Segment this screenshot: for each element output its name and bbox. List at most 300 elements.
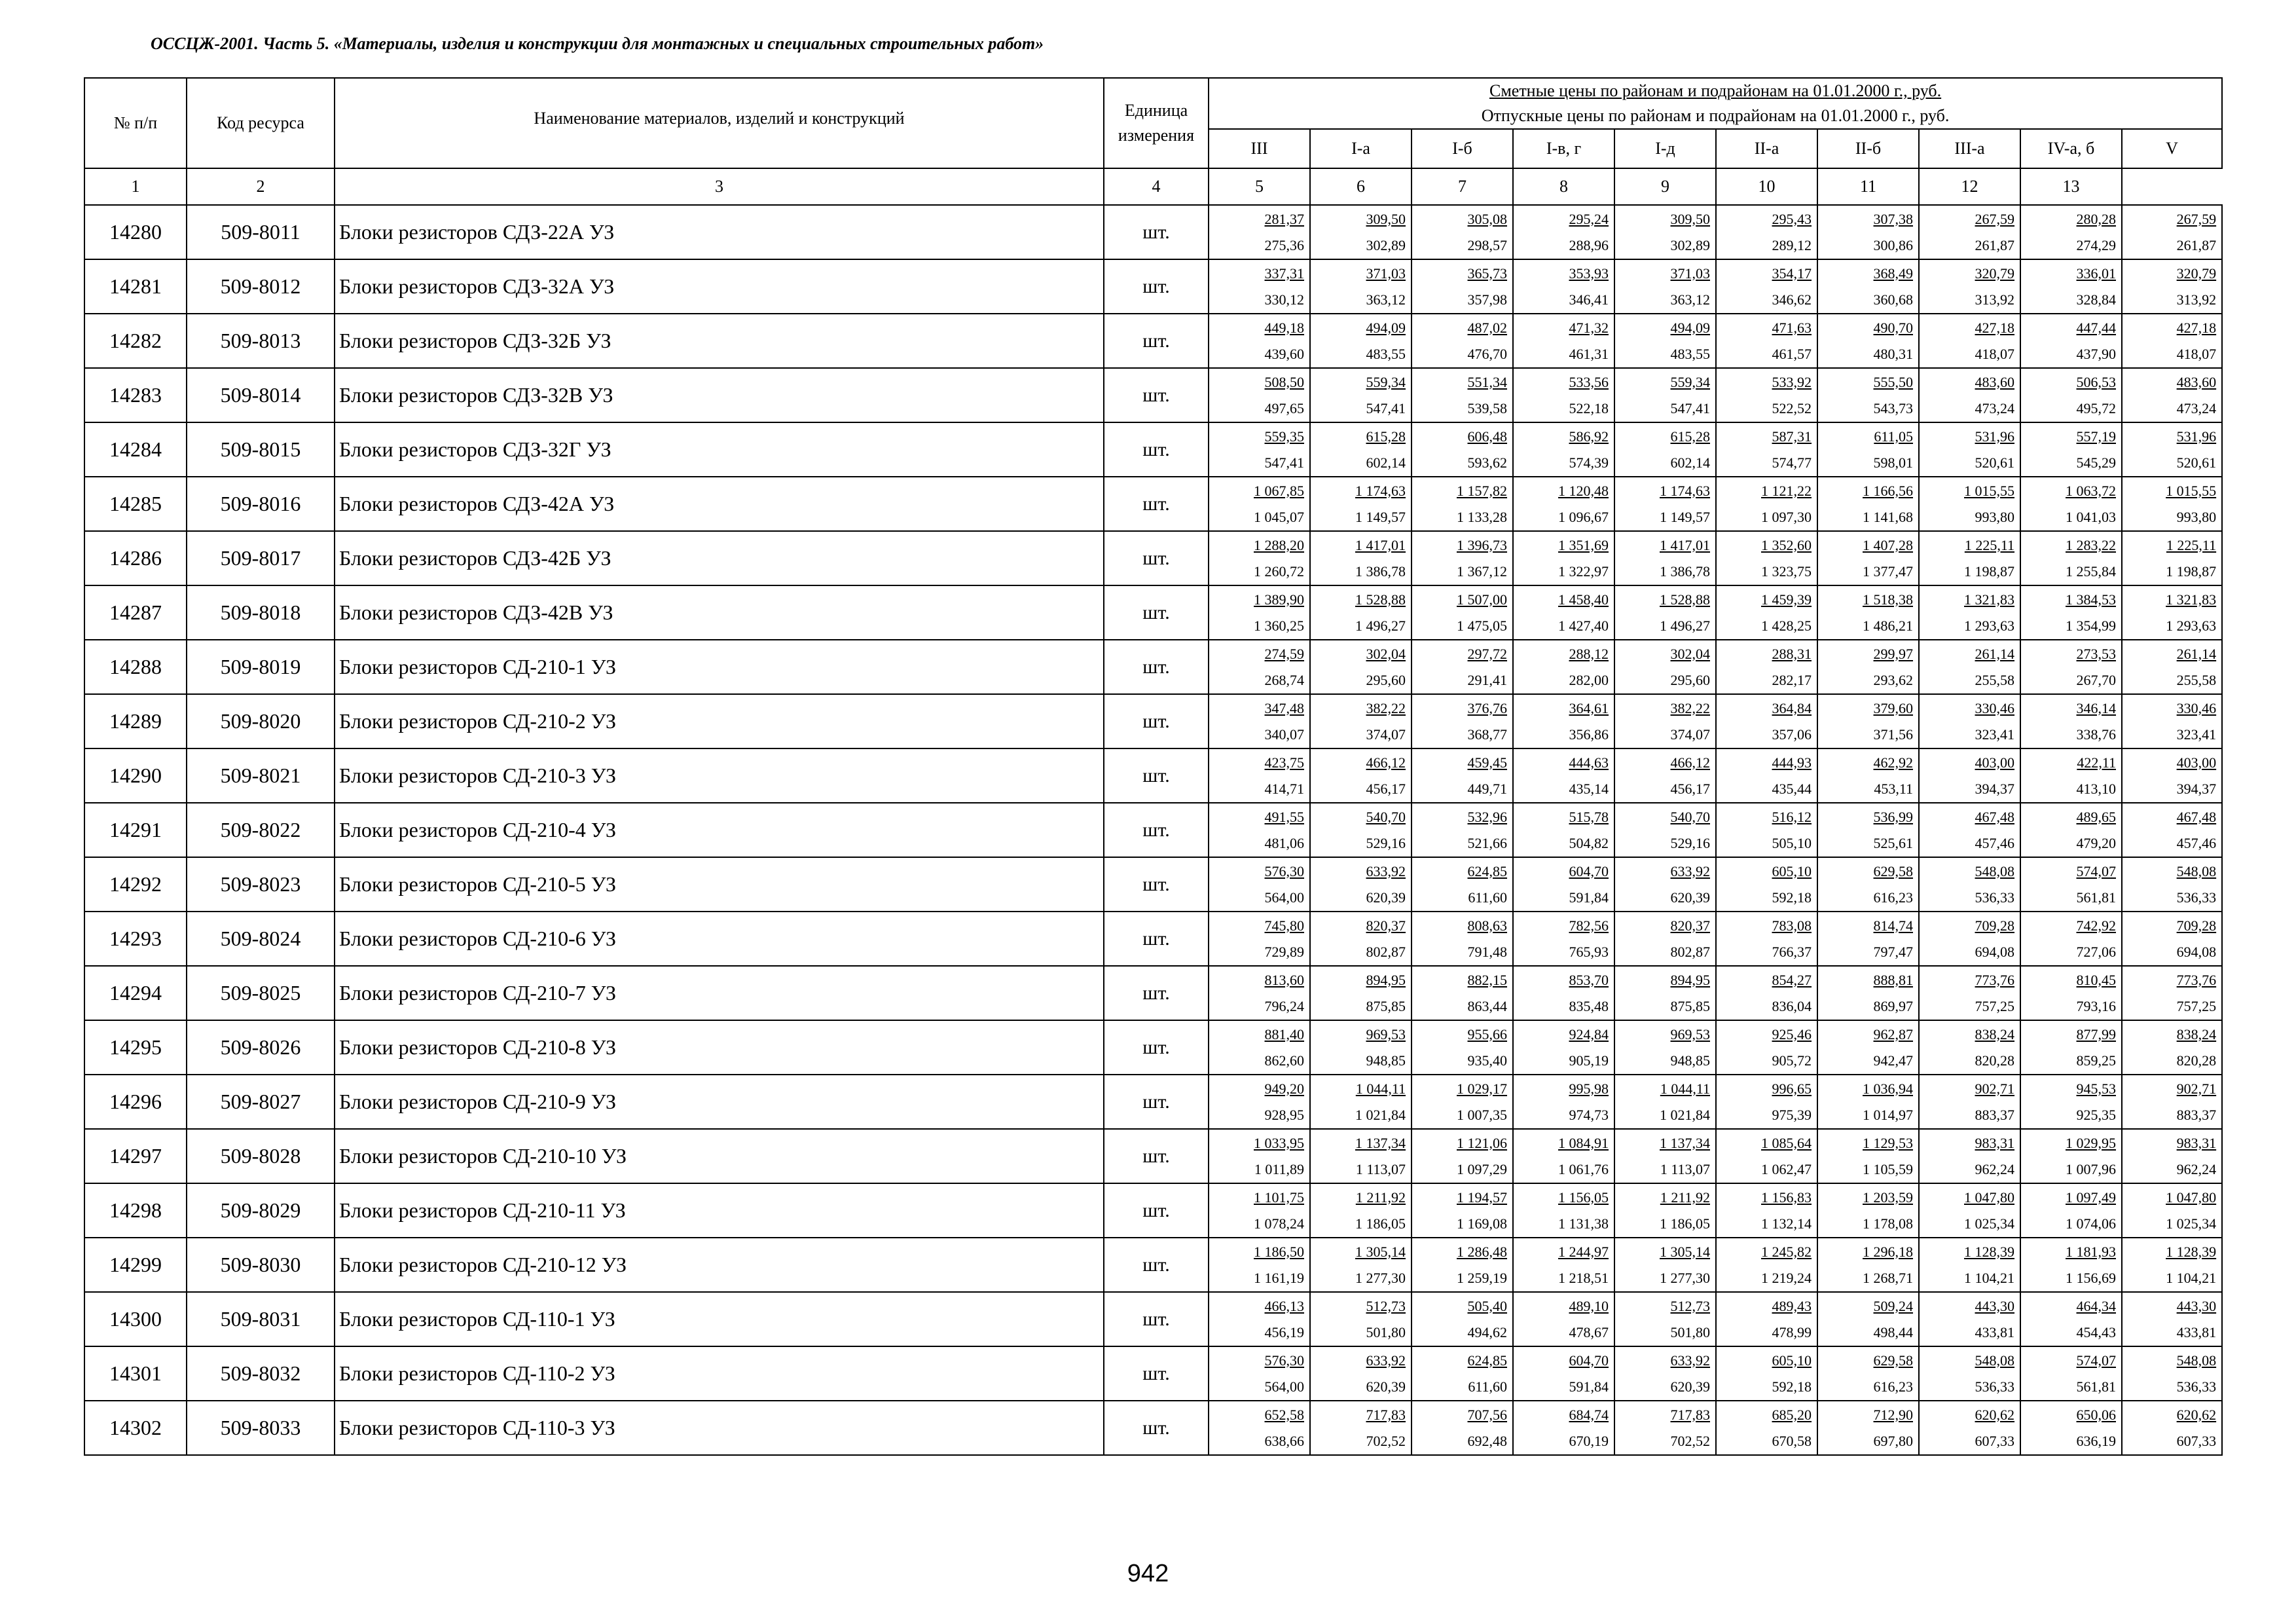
release-price: 494,62 (1467, 1323, 1507, 1340)
row-number: 14301 (84, 1346, 187, 1401)
price-cell (1614, 640, 1716, 694)
price-cell (2020, 694, 2122, 748)
release-price: 1 021,84 (1660, 1106, 1710, 1123)
release-price: 1 178,08 (1863, 1215, 1913, 1232)
estimated-price: 447,44 (2076, 319, 2116, 336)
release-price: 288,96 (1569, 236, 1609, 253)
price-cell (1614, 1292, 1716, 1346)
resource-code: 509-8031 (187, 1292, 335, 1346)
estimated-price: 773,76 (1975, 971, 2014, 988)
release-price: 478,99 (1772, 1323, 1812, 1340)
table-row (84, 1238, 2222, 1292)
price-cell (1614, 694, 1716, 748)
price-cell (1310, 748, 1412, 803)
table-row (84, 966, 2222, 1020)
estimated-price: 1 036,94 (1863, 1080, 1913, 1097)
release-price: 1 104,21 (1964, 1269, 2014, 1286)
resource-code: 509-8023 (187, 857, 335, 912)
price-cell (1513, 1129, 1614, 1183)
estimated-price: 1 120,48 (1558, 482, 1609, 499)
estimated-price: 288,31 (1772, 645, 1812, 662)
price-cell (1817, 531, 1919, 585)
estimated-price: 364,84 (1772, 699, 1812, 716)
estimated-price: 1 396,73 (1457, 536, 1507, 553)
price-cell (2122, 422, 2222, 477)
price-cell (1513, 1346, 1614, 1401)
price-cell (2122, 477, 2222, 531)
estimated-price: 295,24 (1569, 210, 1609, 227)
price-cell (2122, 1292, 2222, 1346)
price-cell (1209, 912, 1310, 966)
estimated-price: 620,62 (2176, 1406, 2217, 1423)
price-cell (1614, 477, 1716, 531)
price-cell (2122, 205, 2222, 259)
row-number: 14293 (84, 912, 187, 966)
estimated-price: 337,31 (1264, 265, 1304, 282)
release-price: 1 041,03 (2066, 508, 2116, 525)
table-row (84, 259, 2222, 314)
price-cell (1310, 422, 1412, 477)
row-number: 14286 (84, 531, 187, 585)
price-cell (1716, 857, 1817, 912)
price-cell (1412, 585, 1513, 640)
price-cell (1919, 857, 2020, 912)
price-cell (2122, 1075, 2222, 1129)
price-cell (1310, 1075, 1412, 1129)
price-cell (1209, 477, 1310, 531)
estimated-price: 955,66 (1467, 1025, 1507, 1043)
price-cell (1513, 205, 1614, 259)
price-cell (1817, 205, 1919, 259)
price-cell (1209, 694, 1310, 748)
release-price: 457,46 (2176, 834, 2217, 851)
price-cell (1716, 1075, 1817, 1129)
estimated-price: 559,35 (1264, 428, 1304, 445)
release-price: 1 277,30 (1660, 1269, 1710, 1286)
estimated-price: 712,90 (1873, 1406, 1913, 1423)
price-cell (2020, 912, 2122, 966)
release-price: 439,60 (1264, 345, 1304, 362)
resource-code: 509-8027 (187, 1075, 335, 1129)
estimated-price: 467,48 (2176, 808, 2217, 825)
release-price: 766,37 (1772, 943, 1812, 960)
estimated-price: 1 518,38 (1863, 591, 1913, 608)
estimated-price: 576,30 (1264, 862, 1304, 879)
estimated-price: 782,56 (1569, 917, 1609, 934)
release-price: 1 007,35 (1457, 1106, 1507, 1123)
price-cell (1919, 531, 2020, 585)
col-header-name: Наименование материалов, изделий и конструкций (335, 78, 1104, 168)
region-header: III-а (1919, 129, 2020, 168)
release-price: 360,68 (1873, 291, 1913, 308)
estimated-price: 531,96 (1975, 428, 2014, 445)
price-cell (1209, 1238, 1310, 1292)
estimated-price: 540,70 (1670, 808, 1710, 825)
price-cell (2122, 966, 2222, 1020)
release-price: 521,66 (1467, 834, 1507, 851)
price-cell (2020, 640, 2122, 694)
release-price: 1 259,19 (1457, 1269, 1507, 1286)
price-cell (1614, 205, 1716, 259)
estimated-price: 1 305,14 (1660, 1243, 1710, 1260)
price-cell (1716, 694, 1817, 748)
estimated-price: 490,70 (1873, 319, 1913, 336)
row-number: 14302 (84, 1401, 187, 1455)
estimated-price: 1 033,95 (1254, 1134, 1304, 1151)
release-price: 862,60 (1264, 1052, 1304, 1069)
estimated-price: 1 181,93 (2066, 1243, 2116, 1260)
estimated-price: 877,99 (2076, 1025, 2116, 1043)
table-row (84, 1183, 2222, 1238)
price-cell (1513, 1075, 1614, 1129)
estimated-price: 320,79 (1975, 265, 2014, 282)
item-name: Блоки резисторов СДЗ-42А УЗ (335, 477, 1104, 531)
estimated-price: 548,08 (1975, 1352, 2014, 1369)
price-cell (1310, 640, 1412, 694)
estimated-price: 379,60 (1873, 699, 1913, 716)
release-price: 291,41 (1467, 671, 1507, 688)
estimated-price: 925,46 (1772, 1025, 1812, 1043)
release-price: 454,43 (2076, 1323, 2116, 1340)
table-row (84, 314, 2222, 368)
estimated-price: 783,08 (1772, 917, 1812, 934)
release-price: 473,24 (1975, 399, 2014, 416)
unit: шт. (1104, 966, 1209, 1020)
price-cell (1817, 422, 1919, 477)
release-price: 638,66 (1264, 1432, 1304, 1449)
estimated-price: 515,78 (1569, 808, 1609, 825)
release-price: 1 133,28 (1457, 508, 1507, 525)
release-price: 757,25 (1975, 997, 2014, 1014)
estimated-price: 745,80 (1264, 917, 1304, 934)
price-cell (1412, 531, 1513, 585)
price-cell (1412, 857, 1513, 912)
item-name: Блоки резисторов СД-110-1 УЗ (335, 1292, 1104, 1346)
release-price: 1 007,96 (2066, 1160, 2116, 1177)
row-number: 14297 (84, 1129, 187, 1183)
table-row (84, 1129, 2222, 1183)
column-number: 4 (1104, 168, 1209, 205)
price-cell (1716, 1292, 1817, 1346)
estimated-price: 838,24 (2176, 1025, 2217, 1043)
price-cell (2122, 857, 2222, 912)
release-price: 374,07 (1670, 726, 1710, 743)
estimated-price: 995,98 (1569, 1080, 1609, 1097)
unit: шт. (1104, 259, 1209, 314)
price-cell (1412, 205, 1513, 259)
estimated-price: 512,73 (1366, 1297, 1406, 1314)
release-price: 928,95 (1264, 1106, 1304, 1123)
release-price: 796,24 (1264, 997, 1304, 1014)
page-number: 942 (1127, 1560, 1169, 1587)
release-price: 374,07 (1366, 726, 1406, 743)
release-price: 802,87 (1670, 943, 1710, 960)
unit: шт. (1104, 1346, 1209, 1401)
estimated-price: 1 156,83 (1761, 1189, 1812, 1206)
estimated-price: 489,43 (1772, 1297, 1812, 1314)
estimated-price: 320,79 (2176, 265, 2217, 282)
release-price: 268,74 (1264, 671, 1304, 688)
estimated-price: 508,50 (1264, 373, 1304, 390)
table-row (84, 1401, 2222, 1455)
row-number: 14287 (84, 585, 187, 640)
resource-code: 509-8024 (187, 912, 335, 966)
price-cell (1614, 912, 1716, 966)
release-price: 935,40 (1467, 1052, 1507, 1069)
release-price: 993,80 (1975, 508, 2014, 525)
resource-code: 509-8033 (187, 1401, 335, 1455)
region-header: II-б (1817, 129, 1919, 168)
table-row (84, 640, 2222, 694)
row-number: 14300 (84, 1292, 187, 1346)
release-price: 905,72 (1772, 1052, 1812, 1069)
unit: шт. (1104, 314, 1209, 368)
release-price: 323,41 (2176, 726, 2217, 743)
col-header-unit: Единица измерения (1104, 78, 1209, 168)
column-number: 1 (84, 168, 187, 205)
price-cell (1310, 1292, 1412, 1346)
estimated-price: 336,01 (2076, 265, 2116, 282)
price-cell (1513, 585, 1614, 640)
release-price: 414,71 (1264, 780, 1304, 797)
price-cell (1919, 259, 2020, 314)
row-number: 14294 (84, 966, 187, 1020)
price-cell (1310, 259, 1412, 314)
item-name: Блоки резисторов СДЗ-42Б УЗ (335, 531, 1104, 585)
price-cell (2020, 966, 2122, 1020)
unit: шт. (1104, 422, 1209, 477)
estimated-price: 273,53 (2076, 645, 2116, 662)
price-cell (1412, 314, 1513, 368)
estimated-price: 346,14 (2076, 699, 2116, 716)
price-cell (1209, 966, 1310, 1020)
unit: шт. (1104, 803, 1209, 857)
estimated-price: 1 507,00 (1457, 591, 1507, 608)
estimated-price: 808,63 (1467, 917, 1507, 934)
price-cell (1817, 585, 1919, 640)
estimated-price: 1 129,53 (1863, 1134, 1913, 1151)
row-number: 14296 (84, 1075, 187, 1129)
estimated-price: 516,12 (1772, 808, 1812, 825)
price-cell (1919, 966, 2020, 1020)
price-cell (2020, 1020, 2122, 1075)
price-cell (1919, 1020, 2020, 1075)
estimated-price: 302,04 (1670, 645, 1710, 662)
price-cell (1513, 1292, 1614, 1346)
estimated-price: 494,09 (1366, 319, 1406, 336)
estimated-price: 1 174,63 (1660, 482, 1710, 499)
table-row (84, 477, 2222, 531)
estimated-price: 512,73 (1670, 1297, 1710, 1314)
row-number: 14298 (84, 1183, 187, 1238)
release-price: 1 014,97 (1863, 1106, 1913, 1123)
unit: шт. (1104, 1075, 1209, 1129)
price-cell (2020, 1129, 2122, 1183)
price-cell (1716, 1183, 1817, 1238)
item-name: Блоки резисторов СД-210-5 УЗ (335, 857, 1104, 912)
release-price: 1 011,89 (1254, 1160, 1304, 1177)
price-cell (1919, 205, 2020, 259)
estimated-price: 1 029,17 (1457, 1080, 1507, 1097)
estimated-price: 1 047,80 (2166, 1189, 2217, 1206)
release-price: 574,39 (1569, 454, 1609, 471)
release-price: 702,52 (1366, 1432, 1406, 1449)
item-name: Блоки резисторов СД-210-11 УЗ (335, 1183, 1104, 1238)
estimated-price: 820,37 (1670, 917, 1710, 934)
estimated-price: 449,18 (1264, 319, 1304, 336)
price-cell (1817, 1292, 1919, 1346)
price-cell (1919, 803, 2020, 857)
estimated-price: 1 203,59 (1863, 1189, 1913, 1206)
estimated-price: 559,34 (1366, 373, 1406, 390)
estimated-price: 1 211,92 (1355, 1189, 1406, 1206)
release-price: 505,10 (1772, 834, 1812, 851)
release-price: 357,98 (1467, 291, 1507, 308)
release-price: 727,06 (2076, 943, 2116, 960)
table-row (84, 803, 2222, 857)
release-price: 255,58 (2176, 671, 2217, 688)
price-cell (2020, 259, 2122, 314)
estimated-price: 267,59 (1975, 210, 2014, 227)
estimated-price: 1 121,06 (1457, 1134, 1507, 1151)
release-price: 607,33 (2176, 1432, 2217, 1449)
price-cell (1310, 314, 1412, 368)
region-header: I-а (1310, 129, 1412, 168)
price-cell (1614, 368, 1716, 422)
release-price: 1 377,47 (1863, 563, 1913, 580)
release-price: 611,60 (1468, 889, 1507, 906)
price-cell (2020, 1292, 2122, 1346)
release-price: 620,39 (1366, 1378, 1406, 1395)
estimated-price: 684,74 (1569, 1406, 1609, 1423)
price-cell (2020, 477, 2122, 531)
estimated-price: 1 283,22 (2066, 536, 2116, 553)
price-cell (1412, 1075, 1513, 1129)
estimated-price: 902,71 (1975, 1080, 2014, 1097)
table-row (84, 1292, 2222, 1346)
estimated-price: 489,10 (1569, 1297, 1609, 1314)
release-price: 547,41 (1264, 454, 1304, 471)
release-price: 1 149,57 (1355, 508, 1406, 525)
release-price: 480,31 (1873, 345, 1913, 362)
release-price: 363,12 (1366, 291, 1406, 308)
price-cell (1716, 531, 1817, 585)
price-cell (1716, 368, 1817, 422)
estimated-price: 427,18 (2176, 319, 2217, 336)
price-cell (2122, 1346, 2222, 1401)
release-price: 1 486,21 (1863, 617, 1913, 634)
price-cell (1209, 748, 1310, 803)
resource-code: 509-8022 (187, 803, 335, 857)
price-cell (1716, 585, 1817, 640)
price-cell (1412, 803, 1513, 857)
estimated-price: 288,12 (1569, 645, 1609, 662)
price-cell (1513, 477, 1614, 531)
estimated-price: 1 156,05 (1558, 1189, 1609, 1206)
release-price: 1 096,67 (1558, 508, 1609, 525)
estimated-price: 467,48 (1975, 808, 2014, 825)
price-cell (1513, 640, 1614, 694)
release-price: 702,52 (1670, 1432, 1710, 1449)
price-table (84, 77, 2223, 1456)
resource-code: 509-8026 (187, 1020, 335, 1075)
estimated-price: 443,30 (2176, 1297, 2217, 1314)
estimated-price: 629,58 (1873, 862, 1913, 879)
release-price: 543,73 (1873, 399, 1913, 416)
price-cell (1310, 1129, 1412, 1183)
price-cell (1919, 585, 2020, 640)
estimated-price: 1 084,91 (1558, 1134, 1609, 1151)
release-price: 797,47 (1873, 943, 1913, 960)
estimated-price: 506,53 (2076, 373, 2116, 390)
release-price: 418,07 (2176, 345, 2217, 362)
price-cell (1614, 1020, 1716, 1075)
price-cell (1919, 477, 2020, 531)
price-cell (1919, 1129, 2020, 1183)
release-price: 948,85 (1670, 1052, 1710, 1069)
unit: шт. (1104, 857, 1209, 912)
estimated-price: 1 417,01 (1355, 536, 1406, 553)
release-price: 501,80 (1670, 1323, 1710, 1340)
estimated-price: 548,08 (2176, 862, 2217, 879)
estimated-price: 466,12 (1670, 754, 1710, 771)
row-number: 14290 (84, 748, 187, 803)
release-price: 536,33 (1975, 889, 2014, 906)
unit: шт. (1104, 1183, 1209, 1238)
price-cell (1716, 640, 1817, 694)
estimated-price: 605,10 (1772, 862, 1812, 879)
estimated-price: 882,15 (1467, 971, 1507, 988)
estimated-price: 629,58 (1873, 1352, 1913, 1369)
price-cell (2020, 1346, 2122, 1401)
release-price: 1 141,68 (1863, 508, 1913, 525)
column-number: 5 (1209, 168, 1310, 205)
estimated-price: 810,45 (2076, 971, 2116, 988)
estimated-price: 533,92 (1772, 373, 1812, 390)
price-cell (2122, 694, 2222, 748)
estimated-price: 1 321,83 (2166, 591, 2217, 608)
estimated-price: 1 225,11 (1964, 536, 2014, 553)
price-cell (1919, 1183, 2020, 1238)
release-price: 295,60 (1366, 671, 1406, 688)
price-cell (1919, 640, 2020, 694)
estimated-price: 1 389,90 (1254, 591, 1304, 608)
release-price: 607,33 (1975, 1432, 2014, 1449)
release-price: 692,48 (1467, 1432, 1507, 1449)
price-cell (1209, 1292, 1310, 1346)
price-cell (1817, 477, 1919, 531)
estimated-price: 894,95 (1366, 971, 1406, 988)
estimated-price: 707,56 (1467, 1406, 1507, 1423)
release-price: 1 219,24 (1761, 1269, 1812, 1286)
estimated-price: 820,37 (1366, 917, 1406, 934)
release-price: 592,18 (1772, 889, 1812, 906)
estimated-price: 717,83 (1670, 1406, 1710, 1423)
release-price: 875,85 (1670, 997, 1710, 1014)
table-row (84, 368, 2222, 422)
price-cell (1209, 314, 1310, 368)
price-cell (1919, 694, 2020, 748)
price-cell (1209, 205, 1310, 259)
estimated-price: 1 528,88 (1355, 591, 1406, 608)
estimated-price: 1 459,39 (1761, 591, 1812, 608)
price-cell (1817, 1238, 1919, 1292)
row-number: 14292 (84, 857, 187, 912)
price-cell (1716, 748, 1817, 803)
estimated-price: 1 407,28 (1863, 536, 1913, 553)
price-cell (1209, 531, 1310, 585)
price-cell (1919, 1346, 2020, 1401)
